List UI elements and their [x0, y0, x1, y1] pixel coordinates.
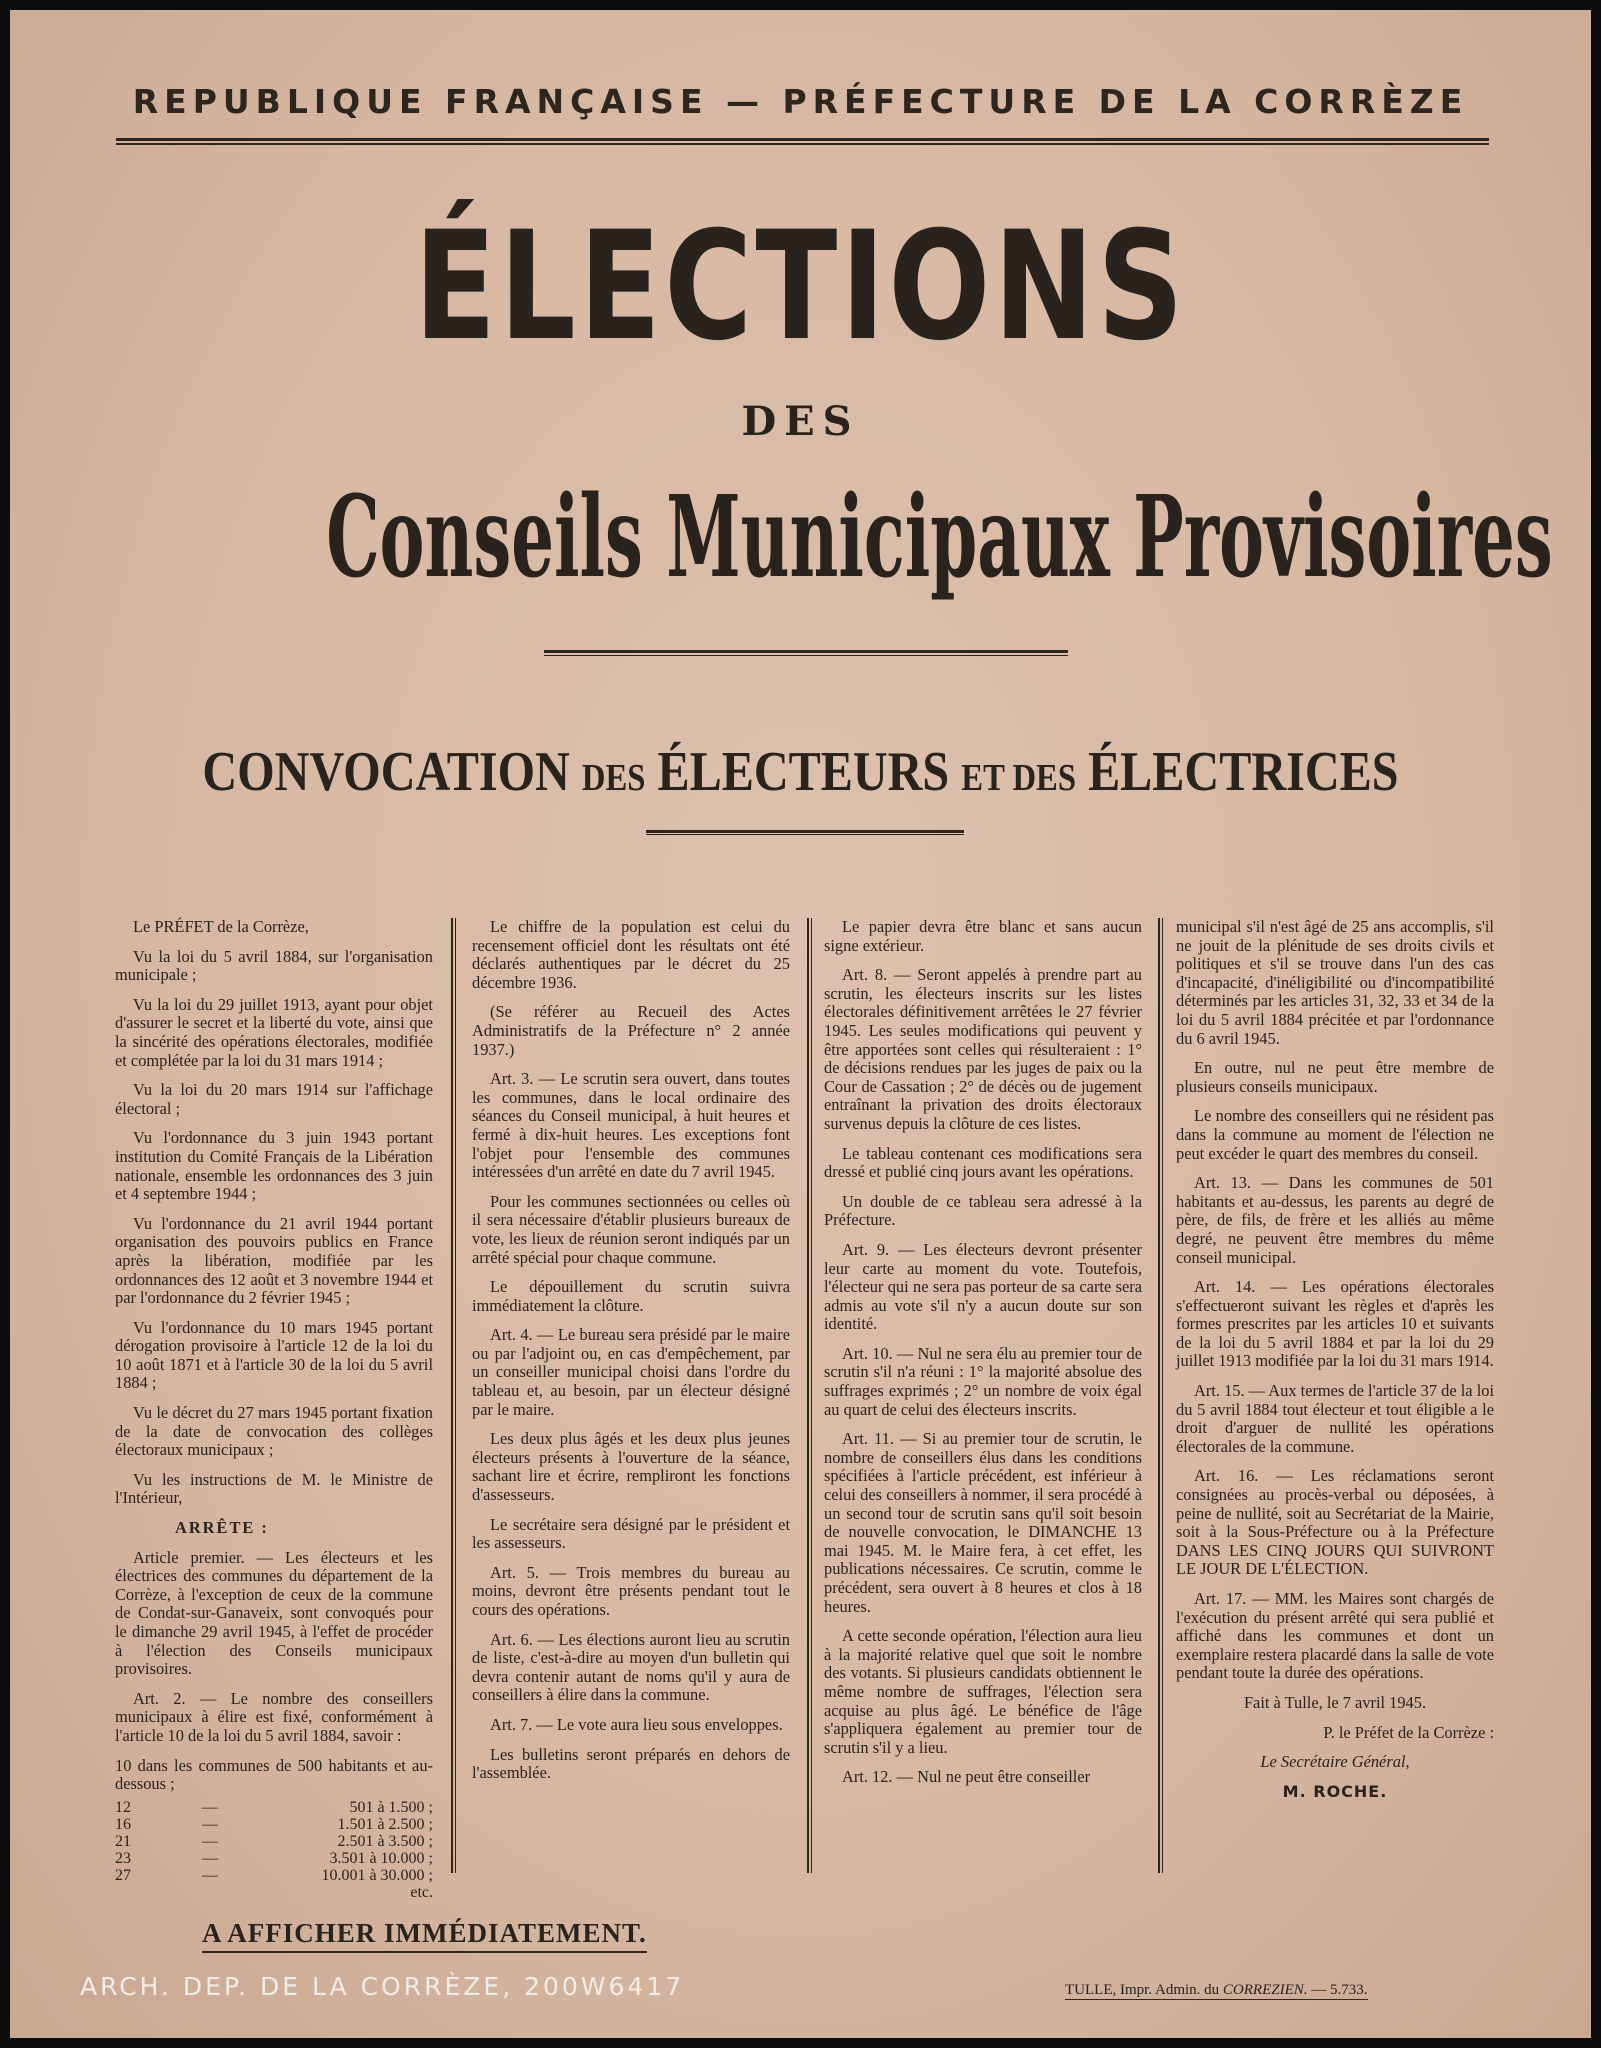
paragraph: Art. 5. — Trois membres du bureau au moins, devront être présents pendant tout le cours des opérations. [472, 1562, 790, 1619]
paragraph: Art. 12. — Nul ne peut être conseiller [842, 1767, 1091, 1787]
paragraph: Le dépouillement du scrutin suivra immédiatement la clôture. [472, 1277, 790, 1315]
paragraph: municipal s'il n'est âgé de 25 ans accomplis, s'il ne jouit de la plénitude de ses droits civils et politiques et s'il se trouve dans l'un des cas d'incapacité, d'inéligibilité ou d'incompatibilité déterminés par les articles 31, 32, 33 et 34 de la loi du 5 avril 1884 précitée et par l'ordonnance du 6 avril 1945. [1176, 917, 1494, 1048]
councillors-table [115, 1799, 433, 1901]
text-column-3 [824, 918, 1142, 1798]
paragraph: Art. 3. — Le scrutin sera ouvert, dans toutes les communes, dans le local ordinaire des séances du Conseil municipal, à huit heures et fermé à dix-huit heures. Les exceptions font l'objet pour l'ensemble des communes intéressées d'un arrêté en date du 7 avril 1945. [472, 1069, 790, 1182]
paragraph: Art. 16. — Les réclamations seront consignées au procès-verbal ou déposées, à peine de nullité, soit au Secrétariat de la Mairie, soit à la Sous-Préfecture ou à la Préfecture DANS LES CINQ JOURS QUI SUIVRONT LE JOUR DE L'ÉLECTION. [1176, 1466, 1494, 1579]
paragraph: Art. 17. — MM. les Maires sont chargés de l'exécution du présent arrêté qui sera publié et affiché dans les communes et dont un exemplaire restera placardé dans la salle de vote pendant toute la durée des opérations. [1176, 1589, 1494, 1683]
paragraph: Le chiffre de la population est celui du recensement officiel dont les résultats ont été déclarés authentiques par le décret du 25 décembre 1936. [472, 917, 790, 992]
column-divider [807, 918, 812, 1873]
paragraph: Vu l'ordonnance du 3 juin 1943 portant institution du Comité Français de la Libération nationale, ensemble les ordonnances des 3 juin et 4 septembre 1944 ; [115, 1128, 433, 1204]
arrete-heading: ARRÊTE : [175, 1518, 269, 1538]
printer-imprint-text: TULLE, Impr. Admin. du [1065, 1982, 1220, 1998]
paragraph: Art. 8. — Seront appelés à prendre part au scrutin, les électeurs inscrits sur les listes électorales définitivement arrêtées le 27 février 1945. Les seules modifications qui peuvent y être apportées sont celles qui résulteraient : 1° de décisions rendues par les juges de paix ou la Cour de Cassation ; 2° de décès ou de jugement entraînant la privation des droits électoraux survenus depuis la clôture de ces listes. [824, 965, 1142, 1133]
paragraph: Art. 2. — Le nombre des conseillers municipaux à élire est fixé, conformément à l'article 10 de la loi du 5 avril 1884, savoir : [115, 1688, 433, 1745]
table-row: 12 — 501 à 1.500 ; [115, 1798, 433, 1816]
table-row: 23 — 3.501 à 10.000 ; [115, 1849, 433, 1867]
title-des: DES [741, 398, 860, 445]
text-column-2 [472, 918, 790, 1794]
prefet-line: Le PRÉFET de la Corrèze, [133, 917, 309, 936]
poster [10, 10, 1591, 2038]
paragraph: Art. 13. — Dans les communes de 501 habitants et au-dessus, les parents au degré de père, de fils, de frère et les alliés au même degré, ne peuvent être membres du même conseil municipal. [1176, 1173, 1494, 1267]
paragraph: Le nombre des conseillers qui ne résident pas dans la commune au moment de l'élection ne peut excéder le quart des membres du conseil. [1176, 1106, 1494, 1163]
header-republique: REPUBLIQUE FRANÇAISE — PRÉFECTURE DE LA CORRÈZE [132, 82, 1469, 121]
paragraph: En outre, nul ne peut être membre de plusieurs conseils municipaux. [1176, 1058, 1494, 1096]
table-row: 16 — 1.501 à 2.500 ; [115, 1815, 433, 1833]
table-row: etc. [410, 1883, 433, 1901]
column-divider [1158, 918, 1163, 1873]
signature-name: M. ROCHE. [1282, 1781, 1388, 1801]
divider-subtitle [544, 650, 1068, 656]
paragraph: Art. 6. — Les élections auront lieu au scrutin de liste, c'est-à-dire au moyen d'un bulletin qui devra contenir autant de noms qu'il y aura de conseillers à élire dans la commune. [472, 1629, 790, 1705]
paragraph: A cette seconde opération, l'élection aura lieu à la majorité relative quel que soit le nombre des votants. Si plusieurs candidats obtiennent le même nombre de suffrages, l'élection sera acquise au plus âgé. Le bénéfice de l'âge s'appliquera également au premier tour de scrutin s'il y a lieu. [824, 1626, 1142, 1757]
paragraph: Art. 4. — Le bureau sera présidé par le maire ou par l'adjoint ou, en cas d'empêchement, par un conseiller municipal choisi dans l'ordre du tableau et, au besoin, par un électeur désigné par le maire. [472, 1325, 790, 1419]
printer-imprint [1065, 1982, 1368, 2000]
column-divider [451, 918, 456, 1873]
poster-title: ÉLECTIONS [414, 200, 1187, 374]
paragraph: Art. 15. — Aux termes de l'article 37 de la loi du 5 avril 1884 tout électeur et tout éligible a le droit d'arguer de nullité les opérations électorales de la commune. [1176, 1381, 1494, 1456]
table-row: 21 — 2.501 à 3.500 ; [115, 1832, 433, 1850]
printer-imprint-journal: CORREZIEN. [1222, 1982, 1308, 1998]
paragraph: Un double de ce tableau sera adressé à la Préfecture. [824, 1191, 1142, 1230]
divider-top [116, 138, 1489, 145]
convocation-word-2: DES [581, 757, 646, 799]
paragraph: Art. 11. — Si au premier tour de scrutin, le nombre de conseillers élus dans les conditions spécifiées à l'article précédent, est inférieur à celui des conseillers à nommer, il sera procédé à un second tour de scrutin sans qu'il soit besoin de nouvelle convocation, le DIMANCHE 13 mai 1945. M. le Maire fera, à cet effet, les publications nécessaires. Ce scrutin, comme le précédent, sera ouvert à 8 heures et clos à 18 heures. [824, 1429, 1142, 1616]
text-column-4 [1176, 918, 1494, 1812]
convocation-word-3: ÉLECTEURS [657, 741, 950, 803]
text-column-1 [115, 918, 433, 1901]
archive-reference-watermark: ARCH. DEP. DE LA CORRÈZE, 200W6417 [80, 1972, 685, 2001]
divider-convocation [646, 830, 964, 835]
afficher-notice: A AFFICHER IMMÉDIATEMENT. [202, 1918, 647, 1953]
paragraph: Vu l'ordonnance du 10 mars 1945 portant dérogation provisoire à l'article 12 de la loi du 10 août 1871 et à l'article 30 de la loi du 5 avril 1884 ; [115, 1317, 433, 1393]
poster-subtitle: Conseils Municipaux Provisoires [326, 472, 1553, 603]
table-intro: 10 dans les communes de 500 habitants et au-dessous ; [115, 1755, 433, 1794]
paragraph: Art. 9. — Les électeurs devront présenter leur carte au moment du vote. Toutefois, l'électeur qui ne sera pas porteur de sa carte sera admis au vote s'il n'y a aucun doute sur son identité. [824, 1239, 1142, 1334]
paragraph: Les deux plus âgés et les deux plus jeunes électeurs présents à l'ouverture de la séance, sachant lire et écrire, rempliront les fonctions d'assesseurs. [472, 1429, 790, 1505]
date-line: Fait à Tulle, le 7 avril 1945. [1243, 1692, 1427, 1712]
table-row: 27 — 10.001 à 30.000 ; [115, 1866, 433, 1884]
convocation-word-1: CONVOCATION [202, 741, 570, 803]
paragraph: Vu la loi du 20 mars 1914 sur l'affichage électoral ; [115, 1080, 433, 1118]
paragraph: Vu la loi du 29 juillet 1913, ayant pour objet d'assurer le secret et la liberté du vote, ainsi que la sincérité des opérations électorales, modifiée et complétée par la loi du 31 mars 1914 ; [115, 994, 433, 1070]
paragraph: Les bulletins seront préparés en dehors de l'assemblée. [472, 1744, 790, 1783]
paragraph: Vu le décret du 27 mars 1945 portant fixation de la date de convocation des collèges électoraux municipaux ; [115, 1403, 433, 1460]
pour-prefet-line: P. le Préfet de la Corrèze : [1323, 1722, 1494, 1742]
printer-imprint-number: — 5.733. [1311, 1982, 1368, 1998]
paragraph: Article premier. — Les électeurs et les électrices des communes du département de la Corrèze, à l'exception de ceux de la commune de Condat-sur-Ganaveix, sont convoqués pour le dimanche 29 avril 1945, à l'effet de procéder à l'élection des Conseils municipaux provisoires. [115, 1547, 433, 1679]
paragraph: Vu les instructions de M. le Ministre de l'Intérieur, [115, 1469, 433, 1508]
paragraph: Art. 14. — Les opérations électorales s'effectueront suivant les règles et d'après les formes prescrites par les articles 10 et suivants de la loi du 5 avril 1884 et par la loi du 29 juillet 1913 modifiée par la loi du 31 mars 1914. [1176, 1277, 1494, 1371]
paragraph: Art. 7. — Le vote aura lieu sous enveloppes. [490, 1714, 783, 1734]
paragraph: Le tableau contenant ces modifications sera dressé et publié cinq jours avant les opérations. [824, 1143, 1142, 1182]
paragraph: Vu la loi du 5 avril 1884, sur l'organisation municipale ; [115, 946, 433, 985]
convocation-word-5: ÉLECTRICES [1088, 741, 1399, 803]
paragraph: Le secrétaire sera désigné par le président et les assesseurs. [472, 1514, 790, 1553]
paragraph: (Se référer au Recueil des Actes Administratifs de la Préfecture n° 2 année 1937.) [472, 1002, 790, 1059]
paragraph: Pour les communes sectionnées ou celles où il sera nécessaire d'établir plusieurs bureaux de vote, les lieux de réunion seront indiqués par un arrêté spécial pour chaque commune. [472, 1191, 790, 1267]
paragraph: Art. 10. — Nul ne sera élu au premier tour de scrutin s'il n'a réuni : 1° la majorité absolue des suffrages exprimés ; 2° un nombre de voix égal au quart de celui des électeurs inscrits. [824, 1343, 1142, 1419]
paragraph: Vu l'ordonnance du 21 avril 1944 portant organisation des pouvoirs publics en France après la libération, modifiée par les ordonnances des 12 août et 3 novembre 1944 et par l'ordonnance du 2 février 1945 ; [115, 1213, 433, 1308]
paragraph: Le papier devra être blanc et sans aucun signe extérieur. [824, 917, 1142, 955]
convocation-heading [121, 740, 1481, 804]
secretaire-line: Le Secrétaire Général, [1260, 1752, 1410, 1772]
convocation-word-4: ET DES [961, 757, 1077, 799]
